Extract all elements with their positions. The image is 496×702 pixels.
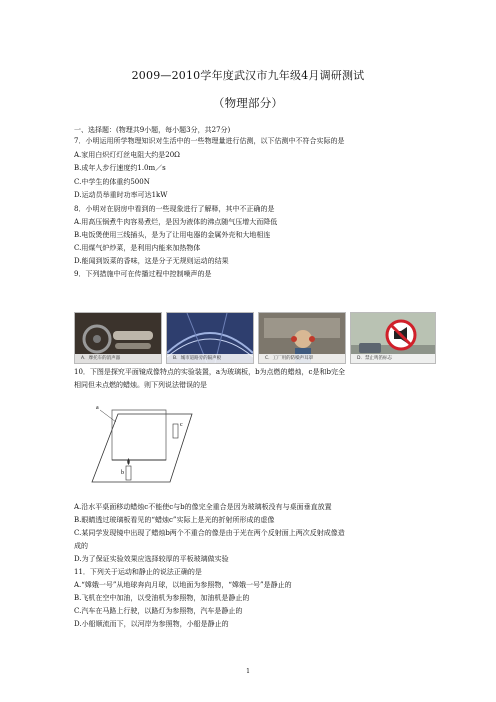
photo-sound-barrier: [166, 312, 254, 364]
q8-option-c: C.用煤气炉炒菜，是利用内能来加热物体: [74, 244, 201, 252]
label-b: b: [121, 470, 124, 476]
q11-option-a: A.“嫦娥一号”从地球奔向月球，以地面为参照物，“嫦娥一号”是静止的: [74, 581, 292, 589]
photo-caption: B．城市道路旁的隔声板: [167, 354, 253, 363]
q7-option-b: B.成年人步行速度约1.0m／s: [74, 164, 166, 172]
question-9-photos: [74, 312, 434, 364]
q11-option-d: D.小船顺流而下，以河岸为参照物，小船是静止的: [74, 620, 229, 628]
question-7: 7．小明运用所学物理知识对生活中的一些物理量进行估测，以下估测中不符合实际的是: [74, 137, 345, 145]
section-heading: 一、选择题：(物理共9小题，每小题3分，共27分): [74, 126, 231, 134]
q8-option-a: A.用高压锅煮牛肉容易煮烂，是因为液体的沸点随气压增大而降低: [74, 218, 278, 226]
exam-title: 2009—2010学年度武汉市九年级4月调研测试: [131, 69, 365, 82]
q7-option-c: C.中学生的体重约500N: [74, 178, 150, 186]
photo-earmuffs: [258, 312, 346, 364]
q8-option-b: B.电饭煲使用三线插头，是为了让用电器的金属外壳和大地相连: [74, 231, 271, 239]
photo-caption: A．摩托车的消声器: [75, 354, 161, 363]
q8-option-d: D.能闻到饭菜的香味，这是分子无规则运动的结果: [74, 257, 229, 265]
question-11: 11．下列关于运动和静止的说法正确的是: [74, 568, 202, 576]
page-number: 1: [246, 668, 250, 675]
q10-option-d: D.为了保证实验效果应选择较厚的平板玻璃做实验: [74, 555, 229, 563]
q10-option-c: C.某同学发现镜中出现了蜡烛b两个不重合的像是由于光在两个反射面上两次反射成像造: [74, 529, 345, 537]
q7-option-a: A.家用白炽灯灯丝电阻大约是20Ω: [74, 151, 180, 159]
photo-motorcycle-muffler: [74, 312, 162, 364]
question-10-cont: 相同但未点燃的蜡烛。则下列说法错误的是: [74, 381, 207, 389]
q11-option-c: C.汽车在马路上行驶，以路灯为参照物，汽车是静止的: [74, 607, 243, 615]
mirror-experiment-diagram: [74, 400, 194, 495]
q10-option-c-cont: 成的: [74, 542, 88, 550]
question-9: 9．下列措施中可在传播过程中控制噪声的是: [74, 270, 212, 278]
label-c: c: [180, 422, 183, 428]
label-a: a: [96, 405, 99, 411]
photo-caption: D．禁止鸣笛标志: [351, 354, 435, 363]
q11-option-b: B.飞机在空中加油，以受油机为参照物，加油机是静止的: [74, 594, 250, 602]
question-8: 8．小明对在厨房中看到的一些现象进行了解释，其中不正确的是: [74, 205, 275, 213]
photo-caption: C．工厂用的防噪声耳罩: [259, 354, 345, 363]
photo-no-horn-sign: [350, 312, 436, 364]
q7-option-d: D.运动员举重时功率可达1kW: [74, 191, 168, 199]
exam-subtitle: （物理部分）: [212, 96, 284, 110]
diagram-drawing: [74, 400, 194, 495]
question-10: 10．下图是探究平面镜成像特点的实验装置，a为玻璃板，b为点燃的蜡烛，c是和b完全: [74, 368, 345, 376]
q10-option-b: B.眼睛透过玻璃板看见的“蜡烛c”实际上是光的折射所形成的虚像: [74, 516, 275, 524]
q10-option-a: A.沿水平桌面移动蜡烛c不能使c与b的像完全重合是因为玻璃板没有与桌面垂直放置: [74, 503, 332, 511]
